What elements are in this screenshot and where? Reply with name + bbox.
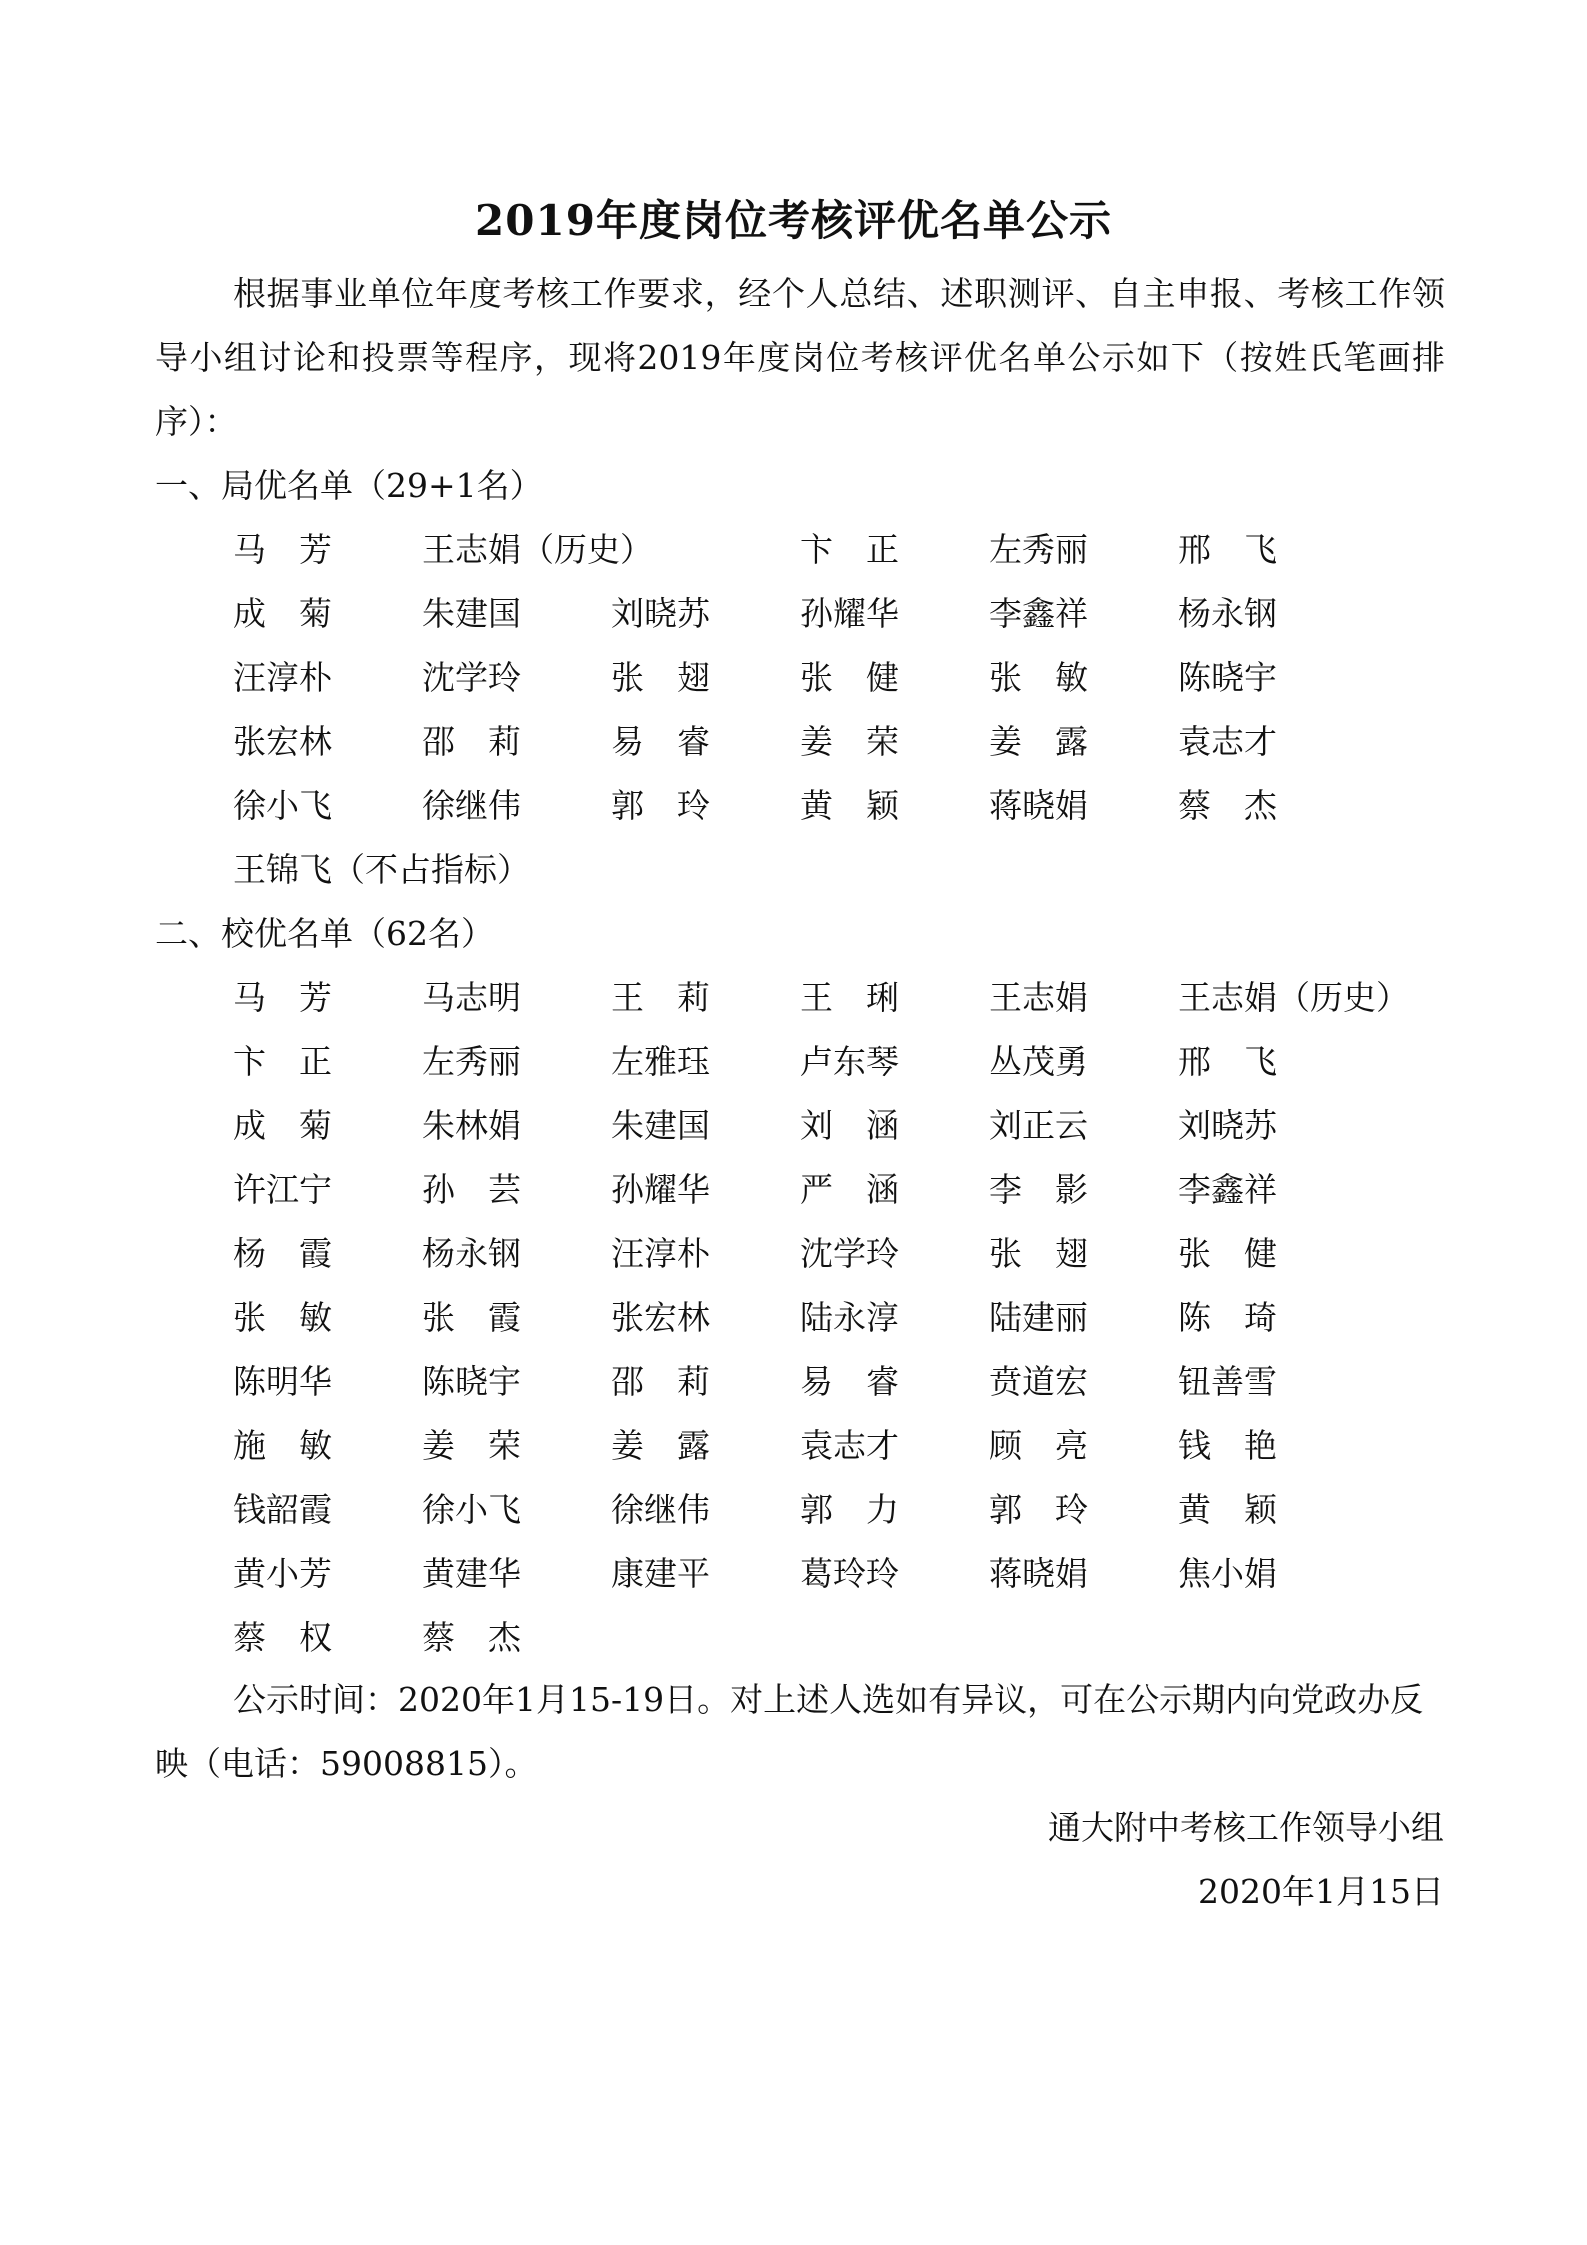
- name-cell: 徐小飞: [233, 786, 332, 825]
- name-cell: 许江宁: [233, 1170, 332, 1209]
- name-cell: 张 翅: [611, 658, 710, 697]
- name-row: [233, 1030, 1367, 1094]
- name-cell: 张 霞: [422, 1298, 521, 1337]
- name-cell: 卞 正: [800, 530, 899, 569]
- name-cell: 施 敏: [233, 1426, 332, 1465]
- name-cell: 杨永钢: [422, 1234, 521, 1273]
- name-cell: 张 健: [1178, 1234, 1277, 1273]
- name-cell: 蔡 杰: [422, 1618, 521, 1657]
- intro-paragraph: 根据事业单位年度考核工作要求，经个人总结、述职测评、自主申报、考核工作领导小组讨论和投票等程序，现将2019年度岗位考核评优名单公示如下（按姓氏笔画排序）：: [155, 274, 1445, 441]
- name-cell: 李鑫祥: [1178, 1170, 1277, 1209]
- name-cell: 杨 霞: [233, 1234, 332, 1273]
- name-cell: 黄 颖: [1178, 1490, 1277, 1529]
- name-cell: 黄建华: [422, 1554, 521, 1593]
- name-cell: 贲道宏: [989, 1362, 1088, 1401]
- signature-org: 通大附中考核工作领导小组: [1048, 1808, 1444, 1847]
- name-cell: 易 睿: [611, 722, 710, 761]
- name-row: [233, 1094, 1367, 1158]
- name-cell: 孙耀华: [800, 594, 899, 633]
- section2-heading: 二、校优名单（62名）: [155, 914, 494, 953]
- name-cell: 刘正云: [989, 1106, 1088, 1145]
- name-cell: 康建平: [611, 1554, 710, 1593]
- name-cell: 黄小芳: [233, 1554, 332, 1593]
- name-cell: 张宏林: [233, 722, 332, 761]
- name-cell: 徐继伟: [422, 786, 521, 825]
- name-row: [233, 646, 1367, 710]
- name-cell: 刘 涵: [800, 1106, 899, 1145]
- name-cell: 蒋晓娟: [989, 786, 1088, 825]
- name-cell: 沈学玲: [422, 658, 521, 697]
- name-row: [233, 1222, 1367, 1286]
- name-row: [233, 1350, 1367, 1414]
- section2-name-grid: [233, 966, 1409, 1670]
- name-cell: 蔡 杰: [1178, 786, 1277, 825]
- name-cell: 陈晓宇: [422, 1362, 521, 1401]
- name-cell: 杨永钢: [1178, 594, 1277, 633]
- name-cell: 钱 艳: [1178, 1426, 1277, 1465]
- name-cell: 孙耀华: [611, 1170, 710, 1209]
- name-cell: 姜 荣: [422, 1426, 521, 1465]
- name-cell: 马志明: [422, 978, 521, 1017]
- name-cell: 邵 莉: [611, 1362, 710, 1401]
- signature-date: 2020年1月15日: [1198, 1872, 1444, 1911]
- page-title: 2019年度岗位考核评优名单公示: [475, 196, 1112, 245]
- name-cell: 汪淳朴: [233, 658, 332, 697]
- name-cell: 李 影: [989, 1170, 1088, 1209]
- notice-paragraph: 公示时间：2020年1月15-19日。对上述人选如有异议，可在公示期内向党政办反映（电话：59008815）。: [155, 1680, 1424, 1783]
- name-cell: 张 健: [800, 658, 899, 697]
- name-cell: 朱建国: [422, 594, 521, 633]
- name-cell: 顾 亮: [989, 1426, 1088, 1465]
- name-row: [233, 1606, 1367, 1670]
- name-cell: 蔡 权: [233, 1618, 332, 1657]
- name-cell: 张 敏: [989, 658, 1088, 697]
- name-row: [233, 1478, 1367, 1542]
- name-cell: 易 睿: [800, 1362, 899, 1401]
- name-cell: 郭 玲: [989, 1490, 1088, 1529]
- name-cell: 郭 力: [800, 1490, 899, 1529]
- name-cell: 钮善雪: [1178, 1362, 1277, 1401]
- name-cell: 沈学玲: [800, 1234, 899, 1273]
- name-cell: 王 琍: [800, 978, 899, 1017]
- name-cell: 姜 露: [989, 722, 1088, 761]
- name-cell: 左雅珏: [611, 1042, 710, 1081]
- name-cell: 袁志才: [800, 1426, 899, 1465]
- name-cell: 卞 正: [233, 1042, 332, 1081]
- name-cell: 丛茂勇: [989, 1042, 1088, 1081]
- name-cell: 王志娟（历史）: [422, 530, 653, 569]
- name-cell: 陆永淳: [800, 1298, 899, 1337]
- name-cell: 卢东琴: [800, 1042, 899, 1081]
- name-cell: 蒋晓娟: [989, 1554, 1088, 1593]
- name-row: [233, 966, 1409, 1030]
- name-cell: 朱建国: [611, 1106, 710, 1145]
- name-cell: 张 翅: [989, 1234, 1088, 1273]
- name-cell: 马 芳: [233, 978, 332, 1017]
- name-cell: 邢 飞: [1178, 530, 1277, 569]
- name-row: [233, 838, 1367, 902]
- name-cell: 焦小娟: [1178, 1554, 1277, 1593]
- name-cell: 钱韶霞: [233, 1490, 332, 1529]
- name-cell: 姜 荣: [800, 722, 899, 761]
- name-cell: 陈 琦: [1178, 1298, 1277, 1337]
- name-cell: 陈晓宇: [1178, 658, 1277, 697]
- name-cell: 马 芳: [233, 530, 332, 569]
- name-cell: 刘晓苏: [611, 594, 710, 633]
- name-row: [233, 1158, 1367, 1222]
- name-row: [233, 710, 1367, 774]
- name-cell: 朱林娟: [422, 1106, 521, 1145]
- name-cell: 王志娟（历史）: [1178, 978, 1409, 1017]
- name-cell: 成 菊: [233, 1106, 332, 1145]
- name-cell: 王锦飞（不占指标）: [233, 850, 530, 889]
- name-row: [233, 1414, 1367, 1478]
- name-cell: 邢 飞: [1178, 1042, 1277, 1081]
- name-cell: 黄 颖: [800, 786, 899, 825]
- name-cell: 王 莉: [611, 978, 710, 1017]
- name-row: [233, 1542, 1367, 1606]
- name-cell: 左秀丽: [989, 530, 1088, 569]
- name-cell: 左秀丽: [422, 1042, 521, 1081]
- name-cell: 李鑫祥: [989, 594, 1088, 633]
- name-cell: 严 涵: [800, 1170, 899, 1209]
- name-cell: 徐继伟: [611, 1490, 710, 1529]
- name-cell: 陆建丽: [989, 1298, 1088, 1337]
- name-cell: 姜 露: [611, 1426, 710, 1465]
- name-cell: 张 敏: [233, 1298, 332, 1337]
- name-cell: 袁志才: [1178, 722, 1277, 761]
- section1-name-grid: [233, 518, 1367, 902]
- name-cell: 刘晓苏: [1178, 1106, 1277, 1145]
- name-cell: 葛玲玲: [800, 1554, 899, 1593]
- name-cell: 徐小飞: [422, 1490, 521, 1529]
- name-cell: 张宏林: [611, 1298, 710, 1337]
- name-cell: 王志娟: [989, 978, 1088, 1017]
- name-row: [233, 774, 1367, 838]
- name-cell: 郭 玲: [611, 786, 710, 825]
- name-row: [233, 582, 1367, 646]
- section1-heading: 一、局优名单（29+1名）: [155, 466, 543, 505]
- name-cell: 邵 莉: [422, 722, 521, 761]
- name-cell: 成 菊: [233, 594, 332, 633]
- name-cell: 陈明华: [233, 1362, 332, 1401]
- name-cell: 汪淳朴: [611, 1234, 710, 1273]
- name-cell: 孙 芸: [422, 1170, 521, 1209]
- name-row: [233, 1286, 1367, 1350]
- name-row: [233, 518, 1367, 582]
